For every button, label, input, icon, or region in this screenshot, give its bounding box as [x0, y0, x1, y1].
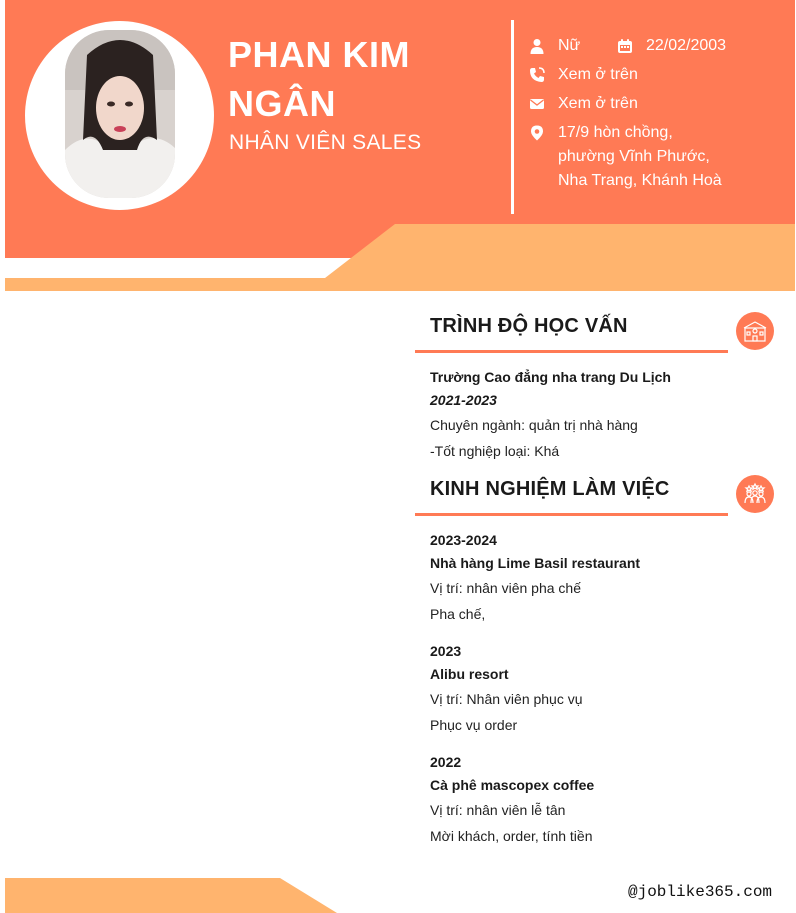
dob-value: 22/02/2003: [646, 37, 727, 54]
location-pin-icon: [528, 121, 546, 145]
user-icon: [528, 34, 546, 58]
experience-company: Alibu resort: [430, 666, 509, 682]
contact-address: [528, 121, 728, 193]
school-name: Trường Cao đẳng nha trang Du Lịch: [430, 369, 671, 385]
avatar-photo-image: [65, 30, 175, 198]
gender-value: Nữ: [558, 37, 581, 54]
watermark: @joblike365.com: [628, 883, 773, 901]
education-years: 2021-2023: [430, 392, 497, 408]
footer-accent: [5, 878, 345, 913]
experience-item: [430, 529, 770, 627]
experience-period: 2023: [430, 643, 462, 659]
experience-desc: Pha chế,: [430, 606, 486, 622]
contact-gender: [528, 34, 580, 58]
address-value: 17/9 hòn chồng, phường Vĩnh Phước, Nha Trang, Khánh Hoà: [558, 124, 722, 189]
education-heading: TRÌNH ĐỘ HỌC VẤN: [430, 315, 628, 337]
experience-heading: KINH NGHIỆM LÀM VIỆC: [430, 478, 670, 500]
experience-company: Cà phê mascopex coffee: [430, 777, 595, 793]
education-item: [430, 366, 770, 464]
candidate-name: PHAN KIM NGÂN: [228, 34, 410, 124]
calendar-icon: [616, 34, 634, 58]
school-building-icon: [736, 312, 774, 350]
experience-list: [430, 529, 770, 849]
header-divider: [511, 20, 514, 214]
education-major: Chuyên ngành: quản trị nhà hàng: [430, 417, 638, 433]
experience-position: Vị trí: nhân viên lễ tân: [430, 802, 566, 818]
contact-email: [528, 92, 638, 116]
experience-item: [430, 751, 770, 849]
experience-period: 2023-2024: [430, 532, 497, 548]
phone-icon: [528, 63, 546, 87]
education-grade: -Tốt nghiệp loại: Khá: [430, 443, 560, 459]
mail-icon: [528, 92, 546, 116]
contact-dob: [616, 34, 726, 58]
email-value: Xem ở trên: [558, 95, 638, 112]
experience-item: [430, 640, 770, 738]
avatar: [65, 30, 175, 198]
experience-position: Vị trí: nhân viên pha chế: [430, 580, 581, 596]
experience-desc: Phục vụ order: [430, 717, 518, 733]
job-title: NHÂN VIÊN SALES: [229, 131, 422, 154]
experience-desc: Mời khách, order, tính tiền: [430, 828, 593, 844]
experience-header: [415, 473, 728, 516]
phone-value: Xem ở trên: [558, 66, 638, 83]
experience-position: Vị trí: Nhân viên phục vụ: [430, 691, 583, 707]
team-stars-icon: [736, 475, 774, 513]
contact-phone: [528, 63, 638, 87]
experience-company: Nhà hàng Lime Basil restaurant: [430, 555, 641, 571]
experience-period: 2022: [430, 754, 462, 770]
education-header: [415, 310, 728, 353]
